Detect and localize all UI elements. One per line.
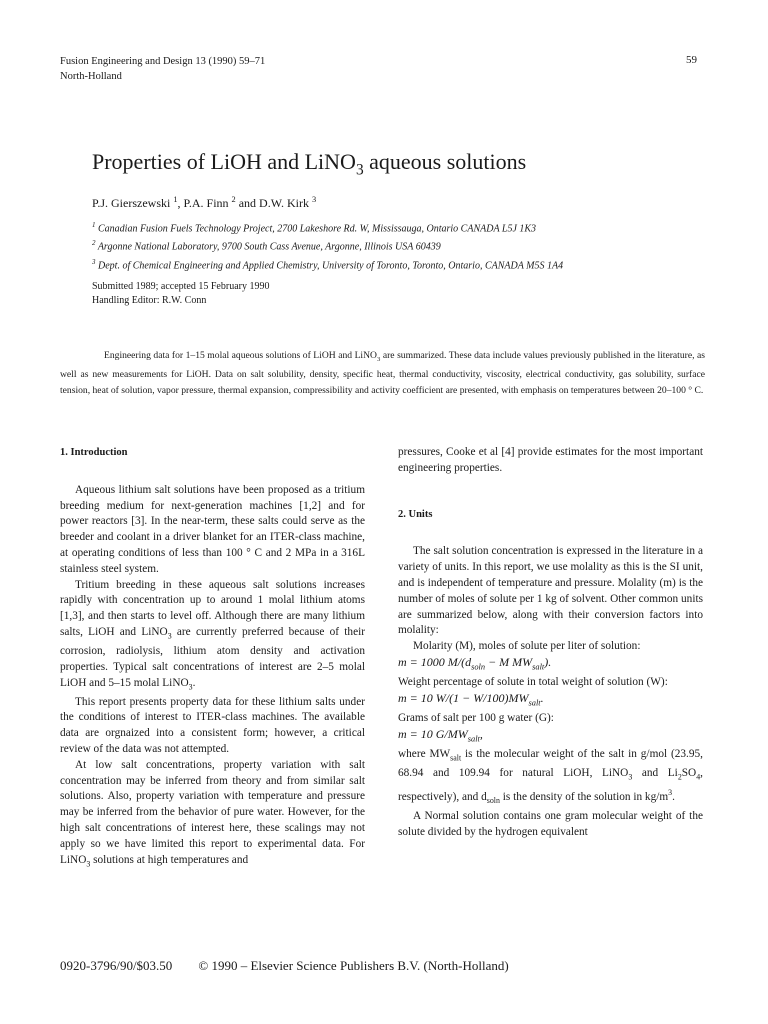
intro-paragraph-1: Aqueous lithium salt solutions have been proposed as a tritium breeding medium for next-generation machines [1,2] and for power reactors [3]. In the near-term, these salts could serve as the breeder and coolant in a driver blanket for an ITER-class machine, at operating conditions of less than 100 ° C and 2 MPa in a 316L stainless steel system. <box>60 483 365 575</box>
paper-title: Properties of LiOH and LiNO$_3$ aqueous solutions <box>92 149 527 179</box>
molarity-definition: Molarity (M), moles of solute per liter of solution: <box>413 640 641 653</box>
section-heading-units: 2. Units <box>398 508 433 520</box>
intro-paragraph-4: At low salt concentrations, property variation with salt concentration may be inferred from theory and from similar salt solutions. Also, property variation with temperature and pressure may be inferred from the behavior of pure water. However, for the high salt concentrations of interest here, these scalings may not apply so we have limited this report to experimental data. For LiNO$_3$ solutions at high temperatures and <box>60 758 365 868</box>
affiliation-1: $^1$ Canadian Fusion Fuels Technology Project, 2700 Lakeshore Rd. W, Mississauga, Ontario CANADA L5J 1K3 <box>92 221 537 235</box>
page-number: 59 <box>686 54 697 66</box>
normal-solution-paragraph: A Normal solution contains one gram molecular weight of the solute divided by the hydrogen equivalent <box>398 810 703 838</box>
equation-grams: m = 10 $G/MW_{salt}$, <box>398 726 483 744</box>
journal-line-1: Fusion Engineering and Design 13 (1990) 59–71 <box>60 56 266 67</box>
intro-paragraph-3: This report presents property data for these lithium salts under the conditions of interest to ITER-class machines. The available data are orgnaized into a consistent form; however, a critical review of the data was not attempted. <box>60 695 365 756</box>
page-footer <box>60 958 509 974</box>
equation-molarity: m = 1000 $M/(d_{soln} - M$ $MW_{salt}$). <box>398 654 552 672</box>
affiliation-2: $^2$ Argonne National Laboratory, 9700 South Cass Avenue, Argonne, Illinois USA 60439 <box>92 239 441 253</box>
right-column <box>398 445 703 841</box>
section-heading-introduction: 1. Introduction <box>60 447 128 458</box>
weight-percentage-definition: Weight percentage of solute in total weight of solution (W): <box>398 676 668 689</box>
affiliations <box>92 218 563 273</box>
copyright-notice: © 1990 – Elsevier Science Publishers B.V. (North-Holland) <box>198 958 509 973</box>
abstract: Engineering data for 1–15 molal aqueous solutions of LiOH and LiNO$_3$ are summarized. These data include values previously published in the literature, as well as new measurements for LiOH. Data on salt solubility, density, specific heat, thermal conductivity, viscosity, electrical conductivity, gas solubility, surface tension, heat of solution, vapor pressure, thermal expansion, compressibility and activity coefficient are presented, with emphasis on temperatures between 20–100 ° C. <box>60 350 705 396</box>
intro-continuation: pressures, Cooke et al [4] provide estimates for the most important engineering properties. <box>398 446 703 474</box>
left-column <box>60 445 365 872</box>
affiliation-3: $^3$ Dept. of Chemical Engineering and Applied Chemistry, University of Toronto, Toronto, Ontario, CANADA M5S 1A4 <box>92 257 564 271</box>
handling-editor: Handling Editor: R.W. Conn <box>92 295 207 306</box>
submitted-date: Submitted 1989; accepted 15 February 1990 <box>92 281 270 292</box>
units-paragraph: The salt solution concentration is expressed in the literature in a variety of units. In this report, we use molality as this is the SI unit, and is independent of temperature and pressure. Molality (m) is the number of moles of solute per 1 kg of solvent. Other common units are summarized below, along with their conversion factors into molality: <box>398 545 703 637</box>
grams-definition: Grams of salt per 100 g water (G): <box>398 712 554 725</box>
equation-weight-percentage: m = 10 $W/(1 - W/100)MW_{salt}$. <box>398 690 544 708</box>
journal-line-2: North-Holland <box>60 71 122 82</box>
article-code: 0920-3796/90/$03.50 <box>60 958 173 973</box>
submission-info <box>92 280 269 308</box>
molecular-weight-explanation: where $MW_{salt}$ is the molecular weight of the salt in g/mol (23.95, 68.94 and 109.94 for natural LiOH, LiNO$_3$ and $Li_2SO_4$, respectively), and $d_{soln}$ is the density of the solution in $kg/m^3$. <box>398 748 703 806</box>
journal-citation <box>60 54 265 84</box>
author-list: P.J. Gierszewski $^1$, P.A. Finn $^2$ and D.W. Kirk $^3$ <box>92 195 317 210</box>
intro-paragraph-2: Tritium breeding in these aqueous salt solutions increases rapidly with concentration up to around 1 molal lithium atoms [1,3], and then starts to level off. Although there are many lithium salts, LiOH and LiNO$_3$ are currently preferred because of their corrosion, radiolysis, lithium atom density and activation properties. Typical salt concentrations of interest are 2–5 molal LiOH and 5–15 molal LiNO$_3$. <box>60 578 365 691</box>
